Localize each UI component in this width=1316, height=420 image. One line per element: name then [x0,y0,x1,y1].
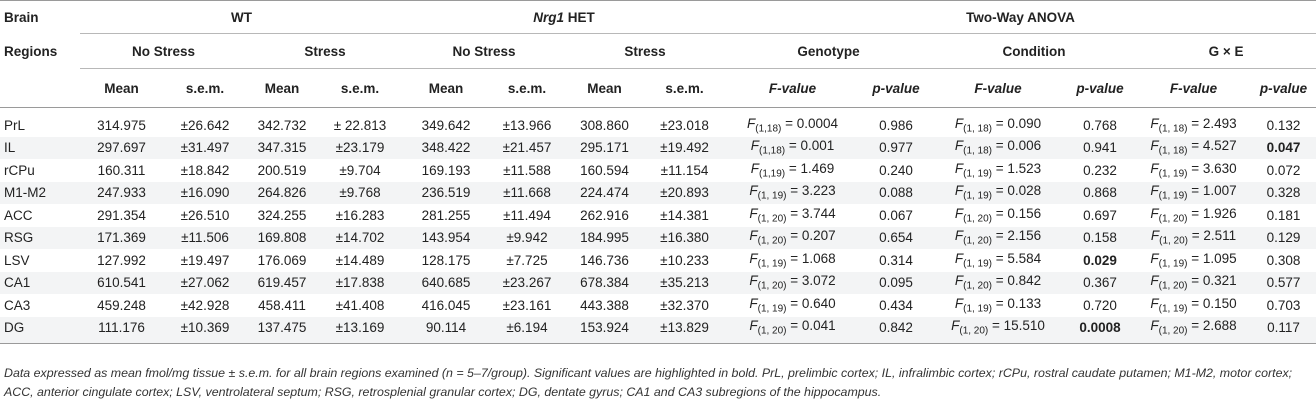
condition-f-value: = 2.156 [992,228,1042,244]
gxe-f-value: = 3.630 [1187,160,1237,176]
condition-f-cell [932,108,1064,137]
genotype-f-value: = 1.068 [786,250,836,266]
header-sem: s.e.m. [163,69,247,108]
genotype-df: (1,19) [759,168,786,180]
gxe-df: (1, 18) [1158,123,1188,135]
header-het-stress: Stress [565,34,725,69]
condition-df: (1, 19) [963,168,993,180]
f-symbol: $F_{(1, 20)}$ [954,205,993,225]
table-row [0,294,1316,317]
wt-s-sem-cell: ±41.408 [317,294,403,317]
condition-p-cell: 0.768 [1064,108,1136,137]
condition-df: (1, 20) [963,213,993,225]
table-row [0,317,1316,344]
header-regions: Regions [0,34,80,69]
header-empty [0,69,80,108]
gxe-f-cell [1136,272,1251,295]
gxe-f-value: = 1.007 [1187,183,1237,199]
header-wt-no-stress: No Stress [80,34,247,69]
f-symbol: $F_{(1, 20)}$ [1150,228,1189,248]
gxe-f-value: = 4.527 [1187,138,1237,154]
wt-ns-mean-cell: 247.933 [80,182,163,205]
condition-f-value: = 0.842 [992,273,1042,289]
gxe-p-cell: 0.129 [1251,227,1316,250]
region-cell: CA1 [0,272,80,295]
het-ns-mean-cell: 416.045 [403,294,489,317]
genotype-f-value: = 3.072 [786,273,836,289]
f-symbol: $F_{(1,18)}$ [750,138,786,158]
gxe-df: (1, 19) [1158,191,1188,203]
f-symbol: $F_{(1, 20)}$ [1150,273,1188,293]
wt-ns-sem-cell: ±16.090 [163,182,247,205]
f-symbol: $F_{(1, 19)}$ [1150,295,1188,315]
het-s-sem-cell: ±32.370 [644,294,725,317]
het-s-sem-cell: ±11.154 [644,159,725,182]
gxe-df: (1, 18) [1158,146,1188,158]
f-symbol: $F_{(1, 19)}$ [1150,160,1188,180]
header-fvalue: F-value [932,69,1064,108]
wt-ns-mean-cell: 610.541 [80,272,163,295]
condition-f-cell [932,227,1064,250]
wt-ns-sem-cell: ±18.842 [163,159,247,182]
condition-f-value: = 0.156 [992,205,1042,221]
genotype-f-value: = 0.001 [785,138,835,154]
het-ns-mean-cell: 640.685 [403,272,489,295]
het-ns-mean-cell: 169.193 [403,159,489,182]
genotype-f-cell [725,227,860,250]
condition-p-cell: 0.0008 [1064,317,1136,344]
condition-f-value: = 1.523 [992,160,1042,176]
gxe-df: (1, 19) [1158,168,1188,180]
genotype-p-cell: 0.434 [860,294,932,317]
table-row [0,182,1316,205]
genotype-f-value: = 0.207 [786,228,836,244]
header-genotype: Genotype [725,34,932,69]
region-cell: PrL [0,108,80,137]
header-wt-stress: Stress [247,34,403,69]
condition-f-cell [932,272,1064,295]
genotype-f-cell [725,159,860,182]
genotype-p-cell: 0.986 [860,108,932,137]
het-s-sem-cell: ±13.829 [644,317,725,344]
wt-s-sem-cell: ±14.702 [317,227,403,250]
condition-df: (1, 20) [963,281,993,293]
het-ns-sem-cell: ±13.966 [489,108,565,137]
condition-f-value: = 0.133 [992,295,1042,311]
gxe-df: (1, 20) [1158,281,1188,293]
f-symbol: $F_{(1, 20)}$ [749,273,787,293]
f-symbol: $F_{(1, 19)}$ [1150,183,1188,203]
gxe-p-cell: 0.181 [1251,204,1316,227]
wt-ns-sem-cell: ±42.928 [163,294,247,317]
gxe-p-cell: 0.047 [1251,137,1316,160]
wt-s-mean-cell: 176.069 [247,249,317,272]
condition-df: (1, 20) [959,326,989,338]
table-row [0,204,1316,227]
region-cell: rCPu [0,159,80,182]
het-ns-sem-cell: ±7.725 [489,249,565,272]
het-s-mean-cell: 308.860 [565,108,644,137]
gxe-df: (1, 20) [1159,236,1189,248]
condition-p-cell: 0.720 [1064,294,1136,317]
wt-s-mean-cell: 200.519 [247,159,317,182]
header-fvalue: F-value [725,69,860,108]
f-symbol: $F_{(1, 20)}$ [749,228,787,248]
het-s-mean-cell: 295.171 [565,137,644,160]
header-wt: WT [80,1,403,34]
gxe-p-cell: 0.577 [1251,272,1316,295]
condition-f-value: = 0.090 [992,115,1042,131]
condition-df: (1, 19) [963,258,993,270]
het-ns-mean-cell: 348.422 [403,137,489,160]
f-symbol: $F_{(1, 20)}$ [954,228,993,248]
f-symbol: $F_{(1, 18)}$ [1150,138,1188,158]
header-gxe: G × E [1136,34,1316,69]
region-cell: LSV [0,249,80,272]
f-symbol: $F_{(1, 18)}$ [954,138,993,158]
genotype-f-cell [725,272,860,295]
wt-ns-mean-cell: 111.176 [80,317,163,344]
condition-p-cell: 0.232 [1064,159,1136,182]
wt-s-mean-cell: 137.475 [247,317,317,344]
gxe-p-cell: 0.117 [1251,317,1316,344]
het-ns-sem-cell: ±6.194 [489,317,565,344]
header-sem: s.e.m. [644,69,725,108]
condition-df: (1, 19) [963,191,993,203]
condition-f-cell [932,204,1064,227]
gxe-p-cell: 0.072 [1251,159,1316,182]
het-ns-sem-cell: ±21.457 [489,137,565,160]
genotype-f-value: = 0.0004 [781,115,839,131]
het-s-mean-cell: 262.916 [565,204,644,227]
condition-df: (1, 18) [963,123,993,135]
genotype-df: (1, 19) [757,258,787,270]
wt-ns-sem-cell: ±31.497 [163,137,247,160]
wt-s-sem-cell: ±13.169 [317,317,403,344]
f-symbol: $F_{(1, 19)}$ [954,183,993,203]
wt-s-sem-cell: ±9.768 [317,182,403,205]
condition-p-cell: 0.941 [1064,137,1136,160]
f-symbol: $F_{(1,19)}$ [750,160,786,180]
wt-s-mean-cell: 324.255 [247,204,317,227]
wt-ns-sem-cell: ±19.497 [163,249,247,272]
condition-f-cell [932,294,1064,317]
genotype-p-cell: 0.095 [860,272,932,295]
genotype-f-cell [725,204,860,227]
f-symbol: $F_{(1, 19)}$ [1150,250,1188,270]
wt-ns-mean-cell: 291.354 [80,204,163,227]
wt-ns-sem-cell: ±26.510 [163,204,247,227]
genotype-f-value: = 3.223 [786,183,836,199]
wt-s-mean-cell: 347.315 [247,137,317,160]
condition-f-value: = 0.006 [992,138,1042,154]
genotype-df: (1, 19) [757,191,787,203]
condition-f-cell [932,159,1064,182]
het-ns-mean-cell: 128.175 [403,249,489,272]
f-symbol: $F_{(1, 19)}$ [749,183,787,203]
f-symbol: $F_{(1, 20)}$ [749,318,787,338]
header-het-suffix: HET [564,9,595,25]
genotype-f-cell [725,137,860,160]
wt-ns-sem-cell: ±11.506 [163,227,247,250]
header-mean: Mean [565,69,644,108]
genotype-f-value: = 0.041 [786,318,836,334]
gxe-p-cell: 0.308 [1251,249,1316,272]
het-ns-mean-cell: 281.255 [403,204,489,227]
region-cell: RSG [0,227,80,250]
region-cell: M1-M2 [0,182,80,205]
condition-f-cell [932,137,1064,160]
gxe-f-cell [1136,204,1251,227]
gxe-f-cell [1136,108,1251,137]
condition-p-cell: 0.697 [1064,204,1136,227]
region-cell: IL [0,137,80,160]
het-ns-mean-cell: 236.519 [403,182,489,205]
wt-ns-mean-cell: 127.992 [80,249,163,272]
condition-df: (1, 20) [963,236,993,248]
f-symbol: $F_{(1, 20)}$ [951,318,989,338]
gxe-f-cell [1136,317,1251,344]
het-s-sem-cell: ±16.380 [644,227,725,250]
condition-f-value: = 15.510 [988,318,1045,334]
header-mean: Mean [247,69,317,108]
het-ns-mean-cell: 90.114 [403,317,489,344]
gxe-f-value: = 1.095 [1187,250,1237,266]
genotype-f-cell [725,294,860,317]
genotype-p-cell: 0.654 [860,227,932,250]
gxe-f-value: = 1.926 [1187,205,1237,221]
f-symbol: $F_{(1, 19)}$ [954,250,993,270]
het-ns-sem-cell: ±11.494 [489,204,565,227]
het-s-sem-cell: ±20.893 [644,182,725,205]
f-symbol: $F_{(1, 19)}$ [749,250,787,270]
het-s-sem-cell: ±35.213 [644,272,725,295]
header-condition: Condition [932,34,1136,69]
genotype-p-cell: 0.088 [860,182,932,205]
wt-s-mean-cell: 264.826 [247,182,317,205]
wt-s-sem-cell: ±16.283 [317,204,403,227]
table-row [0,159,1316,182]
gxe-p-cell: 0.703 [1251,294,1316,317]
genotype-df: (1, 20) [757,213,787,225]
wt-ns-mean-cell: 297.697 [80,137,163,160]
gxe-f-cell [1136,249,1251,272]
gxe-p-cell: 0.328 [1251,182,1316,205]
het-s-mean-cell: 160.594 [565,159,644,182]
header-mean: Mean [80,69,163,108]
table-footnote: Data expressed as mean fmol/mg tissue ± s.e.m. for all brain regions examined (n = 5–7/group). Significant values are highlighted in bold. PrL, prelimbic cortex; IL, infralimbic cortex; rCPu, rostral caudate putamen; M1-M2, motor cortex; ACC, anterior cingulate cortex; LSV, ventrolateral septum; RSG, retrosplenial granular cortex; DG, dentate gyrus; CA1 and CA3 subregions of the hippocampus. [4,366,1293,399]
header-het [403,1,725,34]
condition-p-cell: 0.029 [1064,249,1136,272]
het-ns-sem-cell: ±9.942 [489,227,565,250]
header-anova: Two-Way ANOVA [725,1,1316,34]
region-cell: DG [0,317,80,344]
gxe-df: (1, 19) [1158,258,1188,270]
genotype-p-cell: 0.067 [860,204,932,227]
gxe-f-value: = 0.321 [1187,273,1237,289]
wt-ns-mean-cell: 314.975 [80,108,163,137]
gxe-p-cell: 0.132 [1251,108,1316,137]
header-sem: s.e.m. [317,69,403,108]
het-ns-mean-cell: 349.642 [403,108,489,137]
genotype-df: (1, 20) [757,236,787,248]
genotype-f-value: = 1.469 [785,160,835,176]
wt-ns-sem-cell: ±26.642 [163,108,247,137]
gxe-f-cell [1136,227,1251,250]
condition-df: (1, 19) [963,303,993,315]
genotype-df: (1, 20) [757,281,787,293]
f-symbol: $F_{(1, 18)}$ [954,115,993,135]
table-body [0,108,1316,344]
region-cell: ACC [0,204,80,227]
het-s-sem-cell: ±23.018 [644,108,725,137]
genotype-p-cell: 0.842 [860,317,932,344]
header-pvalue: p-value [1251,69,1316,108]
gxe-f-cell [1136,159,1251,182]
wt-s-sem-cell: ±14.489 [317,249,403,272]
condition-f-cell [932,317,1064,344]
genotype-f-cell [725,317,860,344]
het-s-mean-cell: 146.736 [565,249,644,272]
gxe-df: (1, 20) [1158,326,1188,338]
table-row [0,137,1316,160]
f-symbol: $F_{(1, 20)}$ [954,273,993,293]
het-ns-sem-cell: ±11.588 [489,159,565,182]
genotype-f-cell [725,182,860,205]
gxe-f-value: = 0.150 [1187,295,1237,311]
table-header [0,1,1316,108]
het-ns-mean-cell: 143.954 [403,227,489,250]
wt-ns-mean-cell: 171.369 [80,227,163,250]
wt-ns-mean-cell: 459.248 [80,294,163,317]
condition-f-cell [932,249,1064,272]
wt-s-mean-cell: 619.457 [247,272,317,295]
f-symbol: $F_{(1, 19)}$ [954,295,993,315]
condition-f-value: = 5.584 [992,250,1042,266]
condition-p-cell: 0.868 [1064,182,1136,205]
genotype-df: (1, 19) [757,303,787,315]
genotype-f-value: = 3.744 [786,205,836,221]
wt-s-sem-cell: ± 22.813 [317,108,403,137]
header-het-no-stress: No Stress [403,34,565,69]
table-row [0,249,1316,272]
condition-f-value: = 0.028 [992,183,1042,199]
gxe-f-cell [1136,294,1251,317]
gxe-f-value: = 2.511 [1188,228,1237,244]
het-s-sem-cell: ±10.233 [644,249,725,272]
header-brain: Brain [0,1,80,34]
het-ns-sem-cell: ±23.161 [489,294,565,317]
wt-s-mean-cell: 458.411 [247,294,317,317]
genotype-f-cell [725,108,860,137]
gxe-f-value: = 2.688 [1187,318,1237,334]
f-symbol: $F_{(1, 20)}$ [1150,318,1188,338]
condition-p-cell: 0.158 [1064,227,1136,250]
wt-s-mean-cell: 169.808 [247,227,317,250]
gxe-f-cell [1136,137,1251,160]
header-fvalue: F-value [1136,69,1251,108]
wt-s-sem-cell: ±9.704 [317,159,403,182]
header-het-gene: Nrg1 [533,9,565,25]
f-symbol: $F_{(1,18)}$ [747,115,782,135]
wt-ns-sem-cell: ±10.369 [163,317,247,344]
het-s-mean-cell: 678.384 [565,272,644,295]
genotype-f-value: = 0.640 [786,295,836,311]
het-ns-sem-cell: ±11.668 [489,182,565,205]
f-symbol: $F_{(1, 20)}$ [749,205,787,225]
condition-f-cell [932,182,1064,205]
gxe-df: (1, 19) [1158,303,1188,315]
genotype-p-cell: 0.314 [860,249,932,272]
gxe-f-value: = 2.493 [1187,115,1237,131]
genotype-p-cell: 0.977 [860,137,932,160]
f-symbol: $F_{(1, 19)}$ [749,295,787,315]
condition-df: (1, 18) [963,146,993,158]
het-s-mean-cell: 153.924 [565,317,644,344]
region-cell: CA3 [0,294,80,317]
het-s-mean-cell: 184.995 [565,227,644,250]
genotype-df: (1,18) [759,146,786,158]
wt-s-mean-cell: 342.732 [247,108,317,137]
genotype-f-cell [725,249,860,272]
gxe-df: (1, 20) [1158,213,1188,225]
f-symbol: $F_{(1, 19)}$ [954,160,993,180]
table-row [0,272,1316,295]
condition-p-cell: 0.367 [1064,272,1136,295]
het-s-sem-cell: ±19.492 [644,137,725,160]
table-row [0,227,1316,250]
het-ns-sem-cell: ±23.267 [489,272,565,295]
header-pvalue: p-value [860,69,932,108]
f-symbol: $F_{(1, 18)}$ [1150,115,1188,135]
f-symbol: $F_{(1, 20)}$ [1150,205,1188,225]
gxe-f-cell [1136,182,1251,205]
header-pvalue: p-value [1064,69,1136,108]
genotype-df: (1,18) [755,123,782,135]
het-s-sem-cell: ±14.381 [644,204,725,227]
genotype-p-cell: 0.240 [860,159,932,182]
table-row [0,108,1316,137]
header-sem: s.e.m. [489,69,565,108]
het-s-mean-cell: 224.474 [565,182,644,205]
header-mean: Mean [403,69,489,108]
wt-s-sem-cell: ±17.838 [317,272,403,295]
het-s-mean-cell: 443.388 [565,294,644,317]
genotype-df: (1, 20) [757,326,787,338]
wt-ns-mean-cell: 160.311 [80,159,163,182]
wt-s-sem-cell: ±23.179 [317,137,403,160]
wt-ns-sem-cell: ±27.062 [163,272,247,295]
